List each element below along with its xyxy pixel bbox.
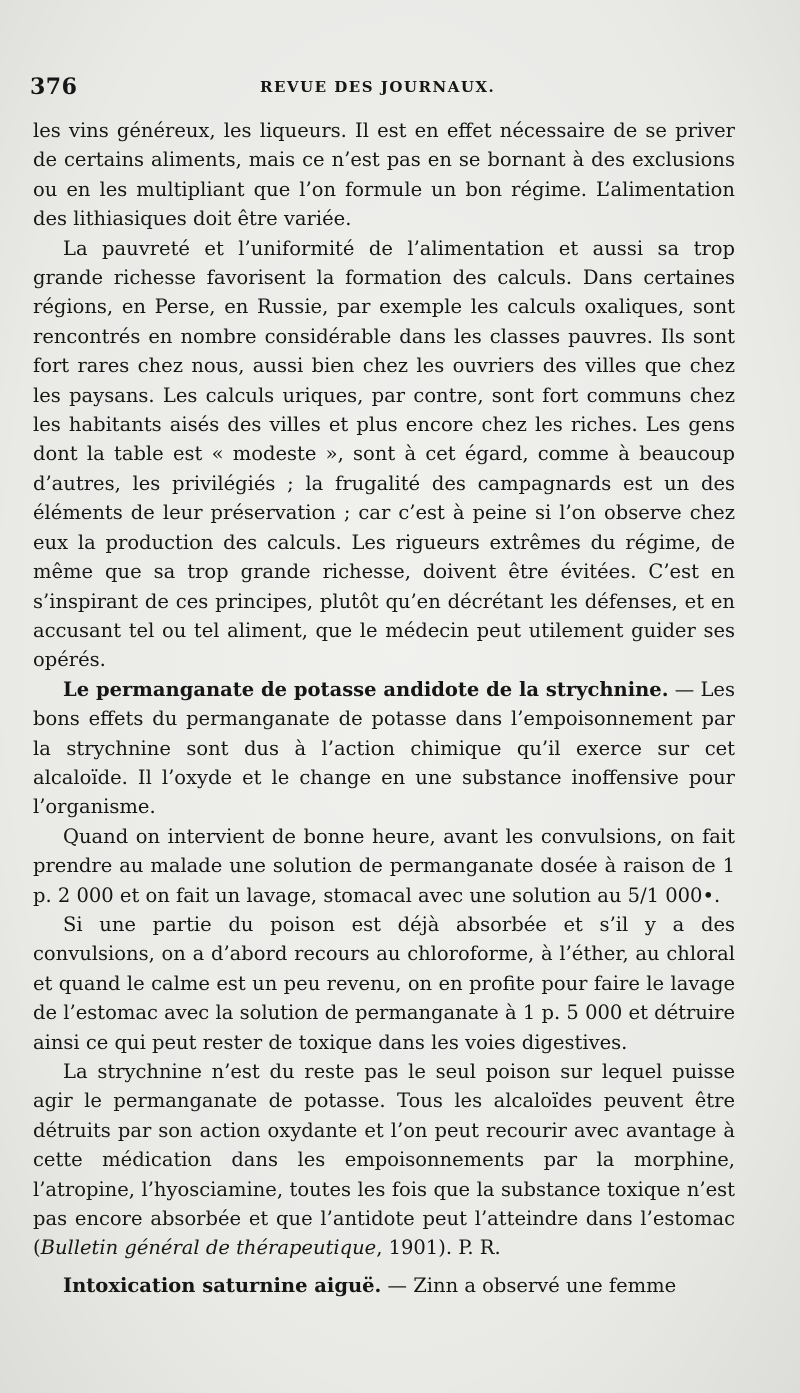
section-permanganate [33,675,735,822]
paragraph-absorbed-poison: Si une partie du poison est déjà absorbée et s’il y a des convulsions, on a d’abord recours au chloroforme, à l’éther, au chloral et quand le calme est un peu revenu, on en profite pour faire le lavage de l’estomac avec la solution de permanganate à 1 p. 5 000 et détruire ainsi ce qui peut rester de toxique dans les voies digestives. [33,912,735,1054]
section-saturnine [33,1271,735,1300]
section-heading-saturnine: Intoxication saturnine aiguë. [63,1273,382,1297]
paragraph-permanganate-intro: — Les bons effets du permanganate de potasse dans l’empoisonnement par la strychnine sont dus à l’action chimique qu’il exerce sur cet alcaloïde. Il l’oxyde et le change en une substance inoffensive pour l’organisme. [33,677,735,819]
paragraph-calculs: La pauvreté et l’uniformité de l’alimentation et aussi sa trop grande richesse favorisent la formation des calculs. Dans certaines régions, en Perse, en Russie, par exemple les calculs oxaliques, sont rencontrés en nombre considérable dans les classes pauvres. Ils sont fort rares chez nous, aussi bien chez les ouvriers des villes que chez les paysans. Les calculs uriques, par contre, sont fort communs chez les habitants aisés des villes et plus encore chez les riches. Les gens dont la table est « modeste », sont à cet égard, comme à beaucoup d’autres, les privilégiés ; la frugalité des campagnards est un des éléments de leur préservation ; car c’est à peine si l’on observe chez eux la production des calculs. Les rigueurs extrêmes du régime, de même que sa trop grande richesse, doivent être évitées. C’est en s’inspirant de ces principes, plutôt qu’en décrétant les défenses, et en accusant tel ou tel aliment, que le médecin peut utilement guider ses opérés. [33,236,735,672]
paragraph-continuation: les vins généreux, les liqueurs. Il est en effet nécessaire de se priver de certains aliments, mais ce n’est pas en se bornant à des exclusions ou en les multipliant que l’on formule un bon régime. L’alimentation des lithiasiques doit être variée. [33,119,735,231]
citation-tail: , 1901). P. R. [376,1236,501,1260]
citation-journal: Bulletin général de thérapeutique [40,1236,377,1260]
paragraph-early-intervention: Quand on intervient de bonne heure, avant les convulsions, on fait prendre au malade une solution de permanganate dosée à raison de 1 p. 2 000 et on fait un lavage, stomacal avec une solution au 5/1 000•. [33,824,735,907]
paragraph-saturnine-start: — Zinn a observé une femme [381,1273,677,1297]
running-title: REVUE DES JOURNAUX. [260,78,496,96]
alkaloids-text: La strychnine n’est du reste pas le seul poison sur lequel puisse agir le permanganate de potasse. Tous les alcaloïdes peuvent être détruits par son action oxydante et l’on peut recourir avec avantage à cette médication dans les empoisonnements par la morphine, l’atropine, l’hyosciamine, toutes les fois que la substance toxique n’est pas encore absorbée et que l’antidote peut l’atteindre dans l’estomac ( [33,1060,735,1260]
page-header [30,74,736,104]
paragraph-alkaloids [33,1057,735,1263]
section-heading-permanganate: Le permanganate de potasse andidote de la strychnine. [63,677,669,701]
page-number: 376 [30,74,78,100]
article-body [33,116,735,1300]
